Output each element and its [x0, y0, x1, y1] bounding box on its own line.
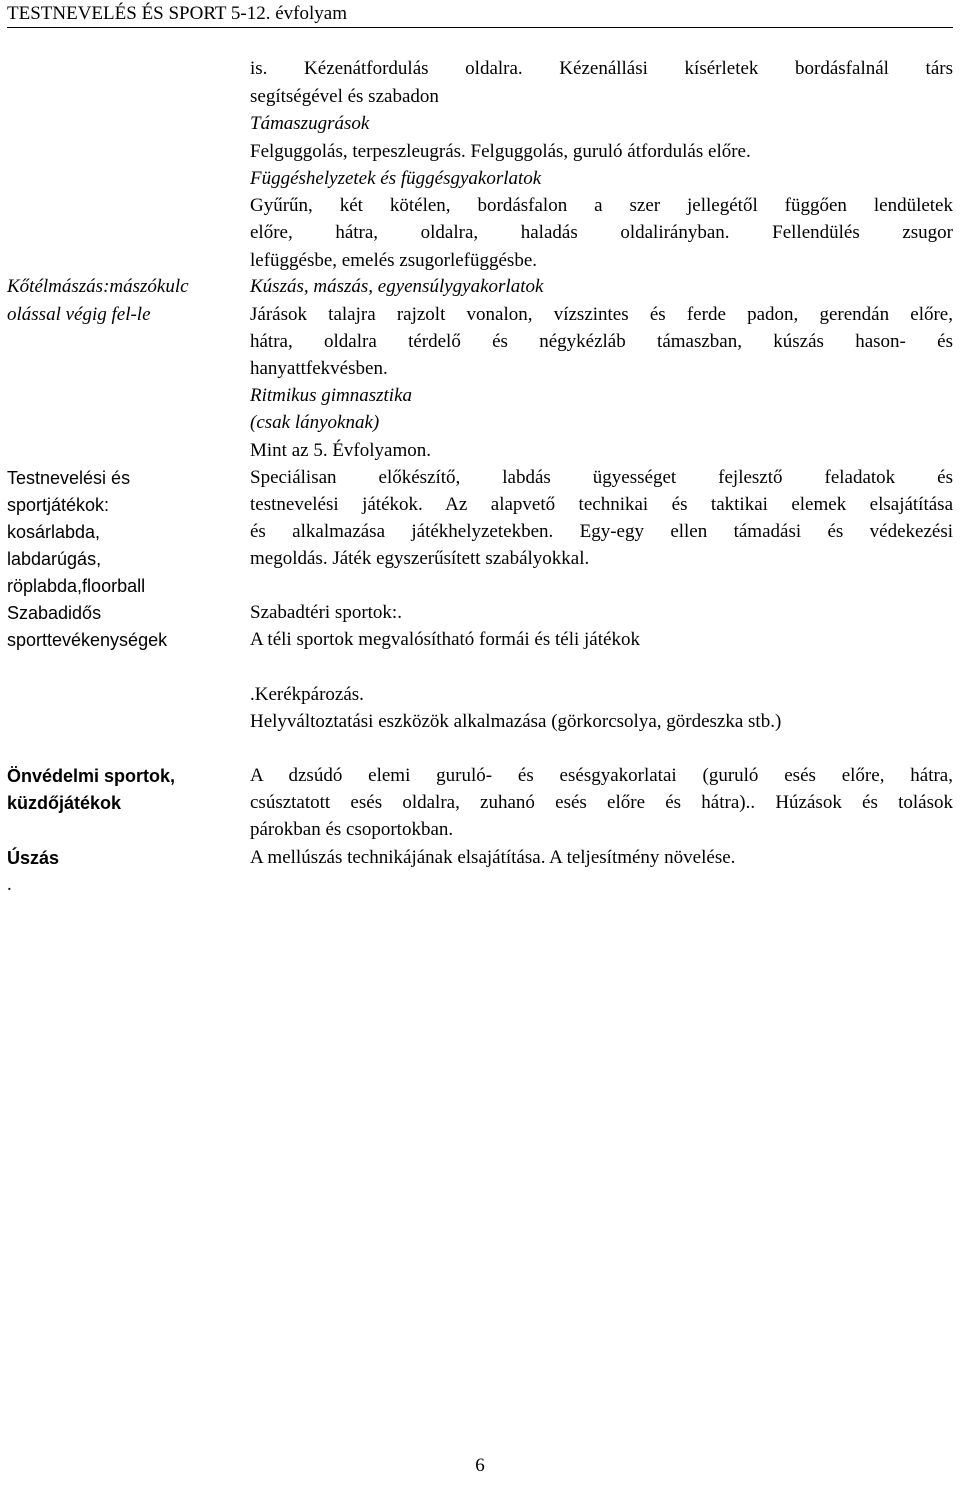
topic-label: olással végig fel-le [7, 304, 151, 325]
topic-label: kosárlabda, [7, 522, 101, 542]
text-line: A téli sportok megvalósítható formái és téli játékok [250, 629, 640, 650]
text-line: Speciálisan előkészítő, labdás ügyességet fejlesztő feladatok és [250, 467, 953, 488]
topic-label: Szabadidős [7, 603, 102, 623]
topic-label: Úszás [7, 848, 60, 868]
text-line: hátra, oldalra térdelő és négykézláb támaszban, kúszás hason- és [250, 331, 953, 352]
text-line: A dzsúdó elemi guruló- és esésgyakorlatai (guruló esés előre, hátra, [250, 765, 953, 786]
topic-label: küzdőjátékok [7, 793, 122, 813]
text-line: Járások talajra rajzolt vonalon, vízszintes és ferde padon, gerendán előre, [250, 304, 953, 325]
text-line: és alkalmazása játékhelyzetekben. Egy-egy ellen támadási és védekezési [250, 521, 953, 542]
text-line: segítségével és szabadon [250, 86, 439, 107]
section-heading: Kúszás, mászás, egyensúlygyakorlatok [250, 276, 544, 297]
text-line: megoldás. Játék egyszerűsített szabályokkal. [250, 548, 590, 569]
page-number: 6 [475, 1455, 485, 1476]
text-line: Szabadtéri sportok:. [250, 602, 402, 623]
text-line: Mint az 5. Évfolyamon. [250, 440, 431, 461]
text-line: lefüggésbe, emelés zsugorlefüggésbe. [250, 250, 538, 271]
text-line: .Kerékpározás. [250, 684, 364, 705]
topic-label: labdarúgás, [7, 549, 102, 569]
topic-label: röplabda,floorball [7, 576, 146, 596]
topic-label: . [7, 874, 12, 895]
topic-label: sportjátékok: [7, 495, 110, 515]
page-header: TESTNEVELÉS ÉS SPORT 5-12. évfolyam [7, 3, 953, 28]
topic-label: Önvédelmi sportok, [7, 766, 176, 786]
topic-label: sporttevékenységek [7, 630, 168, 650]
text-line: Helyváltoztatási eszközök alkalmazása (görkorcsolya, gördeszka stb.) [250, 711, 782, 732]
section-heading: Függéshelyzetek és függésgyakorlatok [250, 168, 542, 189]
text-line: előre, hátra, oldalra, haladás oldalirányban. Fellendülés zsugor [250, 222, 953, 243]
text-line: A mellúszás technikájának elsajátítása. A teljesítmény növelése. [250, 847, 736, 868]
text-line: párokban és csoportokban. [250, 819, 454, 840]
section-heading: Ritmikus gimnasztika [250, 385, 413, 406]
text-line: Gyűrűn, két kötélen, bordásfalon a szer jellegétől függően lendületek [250, 195, 953, 216]
text-line: is. Kézenátfordulás oldalra. Kézenállási kísérletek bordásfalnál társ [250, 58, 953, 79]
topic-label: Kőtélmászás:mászókulc [7, 276, 189, 297]
text-line: csúsztatott esés oldalra, zuhanó esés előre és hátra).. Húzások és tolások [250, 792, 953, 813]
text-line: Felguggolás, terpeszleugrás. Felguggolás, guruló átfordulás előre. [250, 141, 751, 162]
text-line: hanyattfekvésben. [250, 358, 388, 379]
text-line: testnevelési játékok. Az alapvető technikai és taktikai elemek elsajátítása [250, 494, 953, 515]
section-heading: (csak lányoknak) [250, 412, 380, 433]
section-heading: Támaszugrások [250, 113, 370, 134]
topic-label: Testnevelési és [7, 468, 131, 488]
